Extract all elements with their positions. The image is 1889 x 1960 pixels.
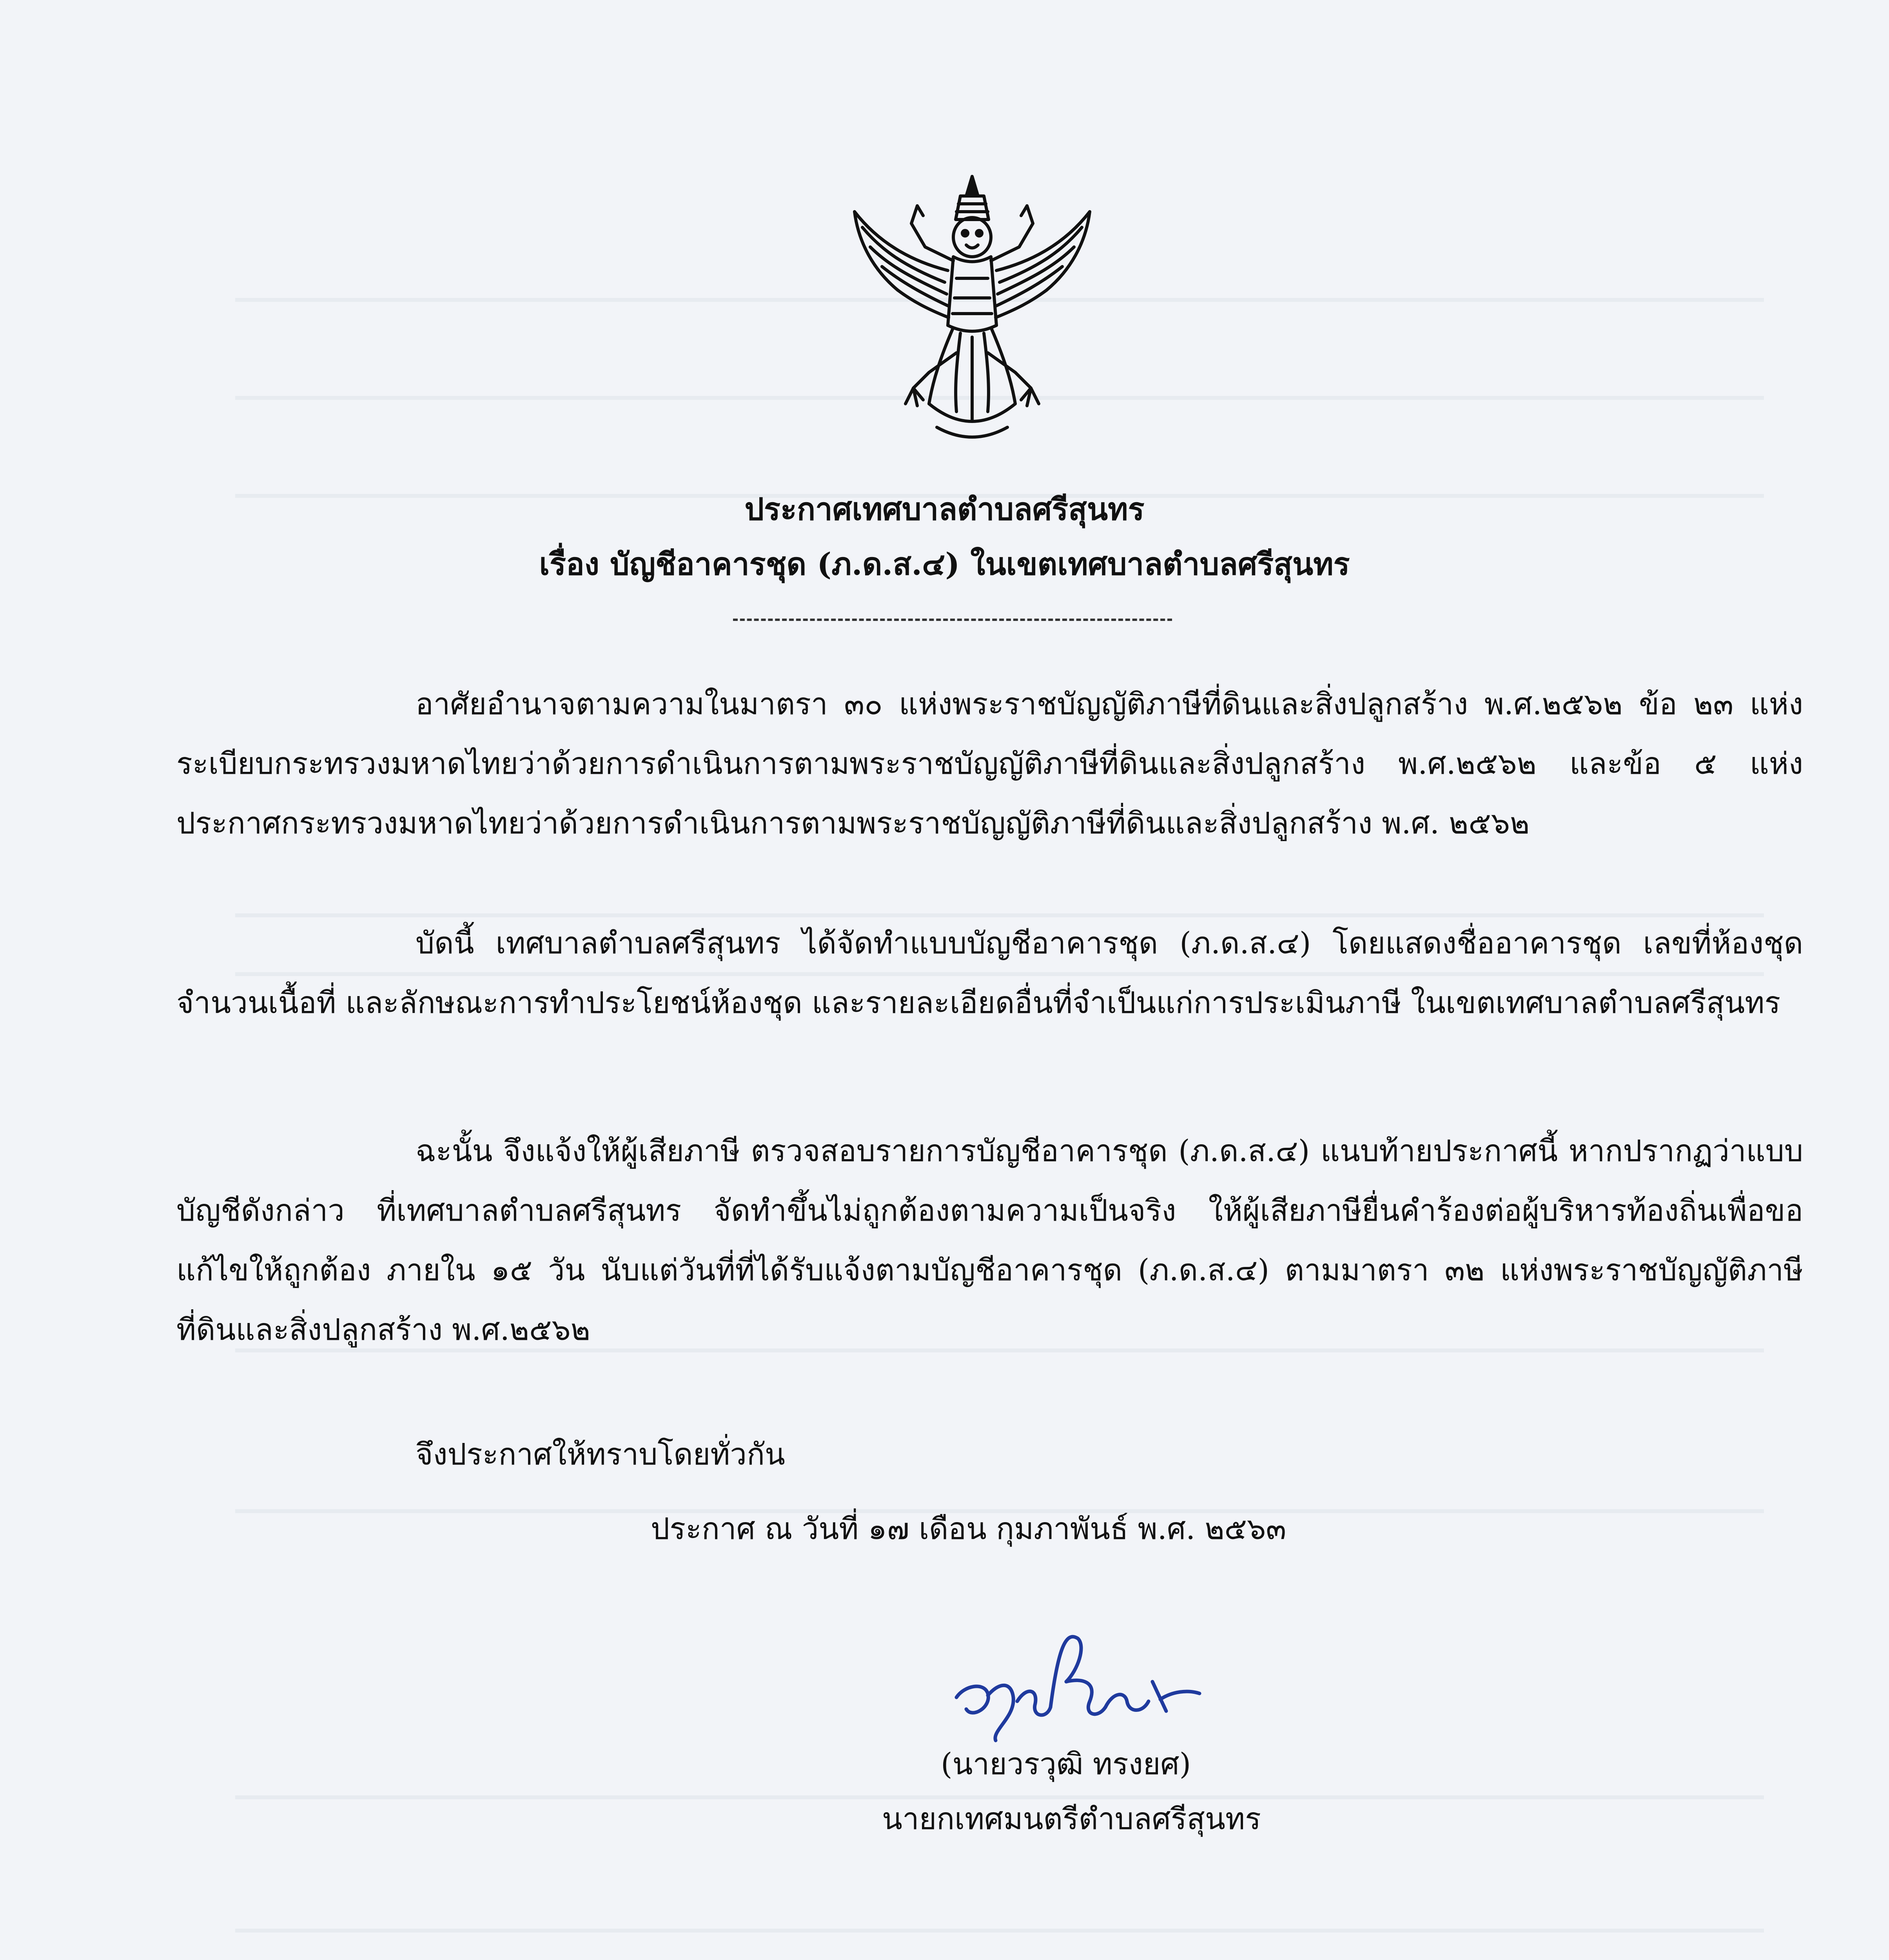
body-paragraph-instruction: ฉะนั้น จึงแจ้งให้ผู้เสียภาษี ตรวจสอบรายการบัญชีอาคารชุด (ภ.ด.ส.๔) แนบท้ายประกาศนี้ หากปรากฏว่าแบบบัญชีดังกล่าว ที่เทศบาลตำบลศรีสุนทร จัดทำขึ้นไม่ถูกต้องตามความเป็นจริง ให้ผู้เสียภาษียื่นคำร้องต่อผู้บริหารท้องถิ่นเพื่อขอแก้ไขให้ถูกต้อง ภายใน ๑๕ วัน นับแต่วันที่ที่ได้รับแจ้งตามบัญชีอาคารชุด (ภ.ด.ส.๔) ตามมาตรา ๓๒ แห่งพระราชบัญญัติภาษีที่ดินและสิ่งปลูกสร้าง พ.ศ.๒๕๖๒	[176, 1133, 1803, 1347]
announcement-date: ประกาศ ณ วันที่ ๑๗ เดือน กุมภาพันธ์ พ.ศ. ๒๕๖๓	[651, 1511, 1287, 1546]
body-paragraph-announcement: บัดนี้ เทศบาลตำบลศรีสุนทร ได้จัดทำแบบบัญชีอาคารชุด (ภ.ด.ส.๔) โดยแสดงชื่ออาคารชุด เลขที่ห้องชุด จำนวนเนื้อที่ และลักษณะการทำประโยชน์ห้องชุด และรายละเอียดอื่นที่จำเป็นแก่การประเมินภาษี ในเขตเทศบาลตำบลศรีสุนทร	[176, 926, 1803, 1020]
body-paragraph-authority: อาศัยอำนาจตามความในมาตรา ๓๐ แห่งพระราชบัญญัติภาษีที่ดินและสิ่งปลูกสร้าง พ.ศ.๒๕๖๒ ข้อ ๒๓ แห่งระเบียบกระทรวงมหาดไทยว่าด้วยการดำเนินการตามพระราชบัญญัติภาษีที่ดินและสิ่งปลูกสร้าง พ.ศ.๒๕๖๒ และข้อ ๕ แห่งประกาศกระทรวงมหาดไทยว่าด้วยการดำเนินการตามพระราชบัญญัติภาษีที่ดินและสิ่งปลูกสร้าง พ.ศ. ๒๕๖๒	[176, 686, 1803, 840]
show-through-line	[235, 1929, 1764, 1933]
closing-statement: จึงประกาศให้ทราบโดยทั่วกัน	[416, 1437, 785, 1472]
document-subject: เรื่อง บัญชีอาคารชุด (ภ.ด.ส.๔) ในเขตเทศบาลตำบลศรีสุนทร	[539, 546, 1350, 582]
signer-position: นายกเทศมนตรีตำบลศรีสุนทร	[882, 1801, 1261, 1836]
garuda-emblem-icon	[839, 169, 1105, 451]
title-divider	[733, 619, 1172, 621]
document-title: ประกาศเทศบาลตำบลศรีสุนทร	[744, 492, 1145, 527]
signer-name: (นายวรวุฒิ ทรงยศ)	[941, 1746, 1191, 1781]
